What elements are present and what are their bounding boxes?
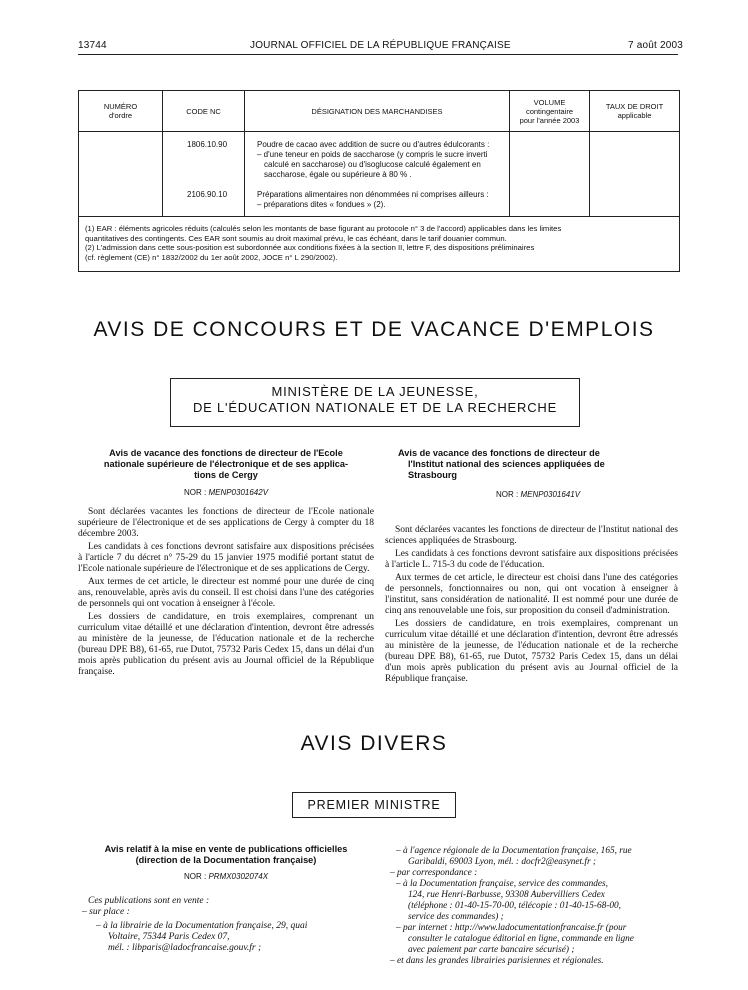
page-number: 13744 [78,40,107,51]
header-code-nc: CODE NC [186,107,221,116]
premier-ministre-box: PREMIER MINISTRE [292,792,456,818]
row1-designation: Poudre de cacao avec addition de sucre ou d'autres édulcorants : – d'une teneur en poids de saccharose (y compris le sucre inverti calculé en saccharose) ou d'isoglucose calculé également en saccharose, égale ou supérieure à 80 % . [257,140,490,179]
bottom-left-title: Avis relatif à la mise en vente de publications officielles (direction de la Documentation française) [104,844,348,865]
right-article-body: Sont déclarées vacantes les fonctions de directeur de l'Institut national des sciences appliquées de Strasbourg. Les candidats à ces fonctions devront satisfaire aux dispositions précisées à l'article L. 715-3 du code de l'éducation. Aux termes de cet article, le directeur est choisi dans l'une des catégories de personnels, fonctionnaires ou non, qui ont vocation à enseigner à l'institut, sans considération de nationalité. Il est nommé pour une durée de cinq ans renouvelable une fois, sur proposition du conseil d'administration. Les dossiers de candidature, en trois exemplaires, comprenant un curriculum vitae détaillé et une déclaration d'intention, devront être adressés au ministère de la jeunesse, de l'éducation nationale et de la recherche (bureau DPE B8), 61-65, rue Dutot, 75732 Paris Cedex 15, dans un délai d'un mois après publication du présent avis au Journal officiel de la République française. [385,525,678,684]
row2-code: 2106.90.10 [187,190,228,199]
header-taux: TAUX DE DROIT applicable [605,102,664,120]
row1-code: 1806.10.90 [187,140,228,149]
header-rule [78,54,678,55]
header-date: 7 août 2003 [628,40,684,51]
section-title-avis-divers: AVIS DIVERS [300,732,448,755]
bottom-left-list: Ces publications sont en vente : – sur place : – à la librairie de la Documentation française, 29, quai Voltaire, 75344 Paris Cedex 07, mél. : libparis@ladocfrancaise.gouv.fr ; [82,896,308,953]
table-notes: (1) EAR : éléments agricoles réduits (calculés selon les montants de base figurant au protocole n° 3 de l'accord) applicables dans les limites quantitatives des contingents. Ces EAR sont soumis au droit maximal prévu, le cas échéant, dans le tarif douanier commun. (2) L'admission dans cette sous-position est subordonnée aux conditions fixées à la section II, lettre F, des dispositions préliminaires (cf. règlement (CE) n° 1832/2002 du 1er août 2002, JOCE n° L 290/2002). [85,224,562,262]
bottom-left-nor: NOR : PRMX0302074X [183,872,269,881]
section-title-concours: AVIS DE CONCOURS ET DE VACANCE D'EMPLOIS [93,318,655,341]
header-volume: VOLUME contingentaire pour l'année 2003 [519,98,580,125]
bottom-right-list: – à l'agence régionale de la Documentation française, 165, rue Garibaldi, 69003 Lyon, mél. : docfr2@easynet.fr ; – par correspondance : – à la Documentation française, service des commandes, 124, rue Henri-Barbusse, 93308 Aubervilliers Cedex (téléphone : 01-40-15-70-00, télécopie : 01-40-15-68-00, service des commandes) ; – par internet : http://www.ladocumentationfrancaise.fr (pour consulter le catalogue éditorial en ligne, commande en ligne avec paiement par carte bancaire sécurisé) ; – et dans les grandes librairies parisiennes et régionales. [390,846,634,966]
journal-title: JOURNAL OFFICIEL DE LA RÉPUBLIQUE FRANÇAISE [250,40,511,51]
left-article-body: Sont déclarées vacantes les fonctions de directeur de l'Ecole nationale supérieure de l'électronique et de ses applications de Cergy à compter du 18 décembre 2003. Les candidats à ces fonctions devront satisfaire aux dispositions précisées à l'article 7 du décret n° 75-29 du 15 janvier 1975 modifié portant statut de l'Ecole nationale supérieure de l'électronique et de ses applications de Cergy. Aux termes de cet article, le directeur est nommé pour une durée de cinq ans, renouvelable, après avis du conseil. Il est choisi dans l'une des catégories de personnels qui ont vocation à enseigner à l'école. Les dossiers de candidature, en trois exemplaires, comprenant un curriculum vitae détaillé et une déclaration d'intention, devront être adressés au ministère de la jeunesse, de l'éducation nationale et de la recherche (bureau DPE B8), 61-65, rue Dutot, 75732 Paris Cedex 15, dans un délai d'un mois après publication du présent avis au Journal officiel de la République française. [78,507,374,677]
right-article-nor: NOR : MENP0301641V [495,490,581,499]
right-article-title: Avis de vacance des fonctions de directeur de l'Institut national des sciences appliquées de Strasbourg [398,448,605,480]
tariff-table [78,90,680,272]
header-numero: NUMÉRO d'ordre [103,102,138,120]
left-article-title: Avis de vacance des fonctions de directeur de l'Ecole nationale supérieure de l'électronique et de ses applica- tions de Cergy [103,448,349,480]
ministry-box: MINISTÈRE DE LA JEUNESSE, DE L'ÉDUCATION NATIONALE ET DE LA RECHERCHE [170,378,580,427]
left-article-nor: NOR : MENP0301642V [183,488,269,497]
row2-designation: Préparations alimentaires non dénommées ni comprises ailleurs : – préparations dites « fondues » (2). [257,190,489,209]
header-designation: DÉSIGNATION DES MARCHANDISES [311,107,443,116]
